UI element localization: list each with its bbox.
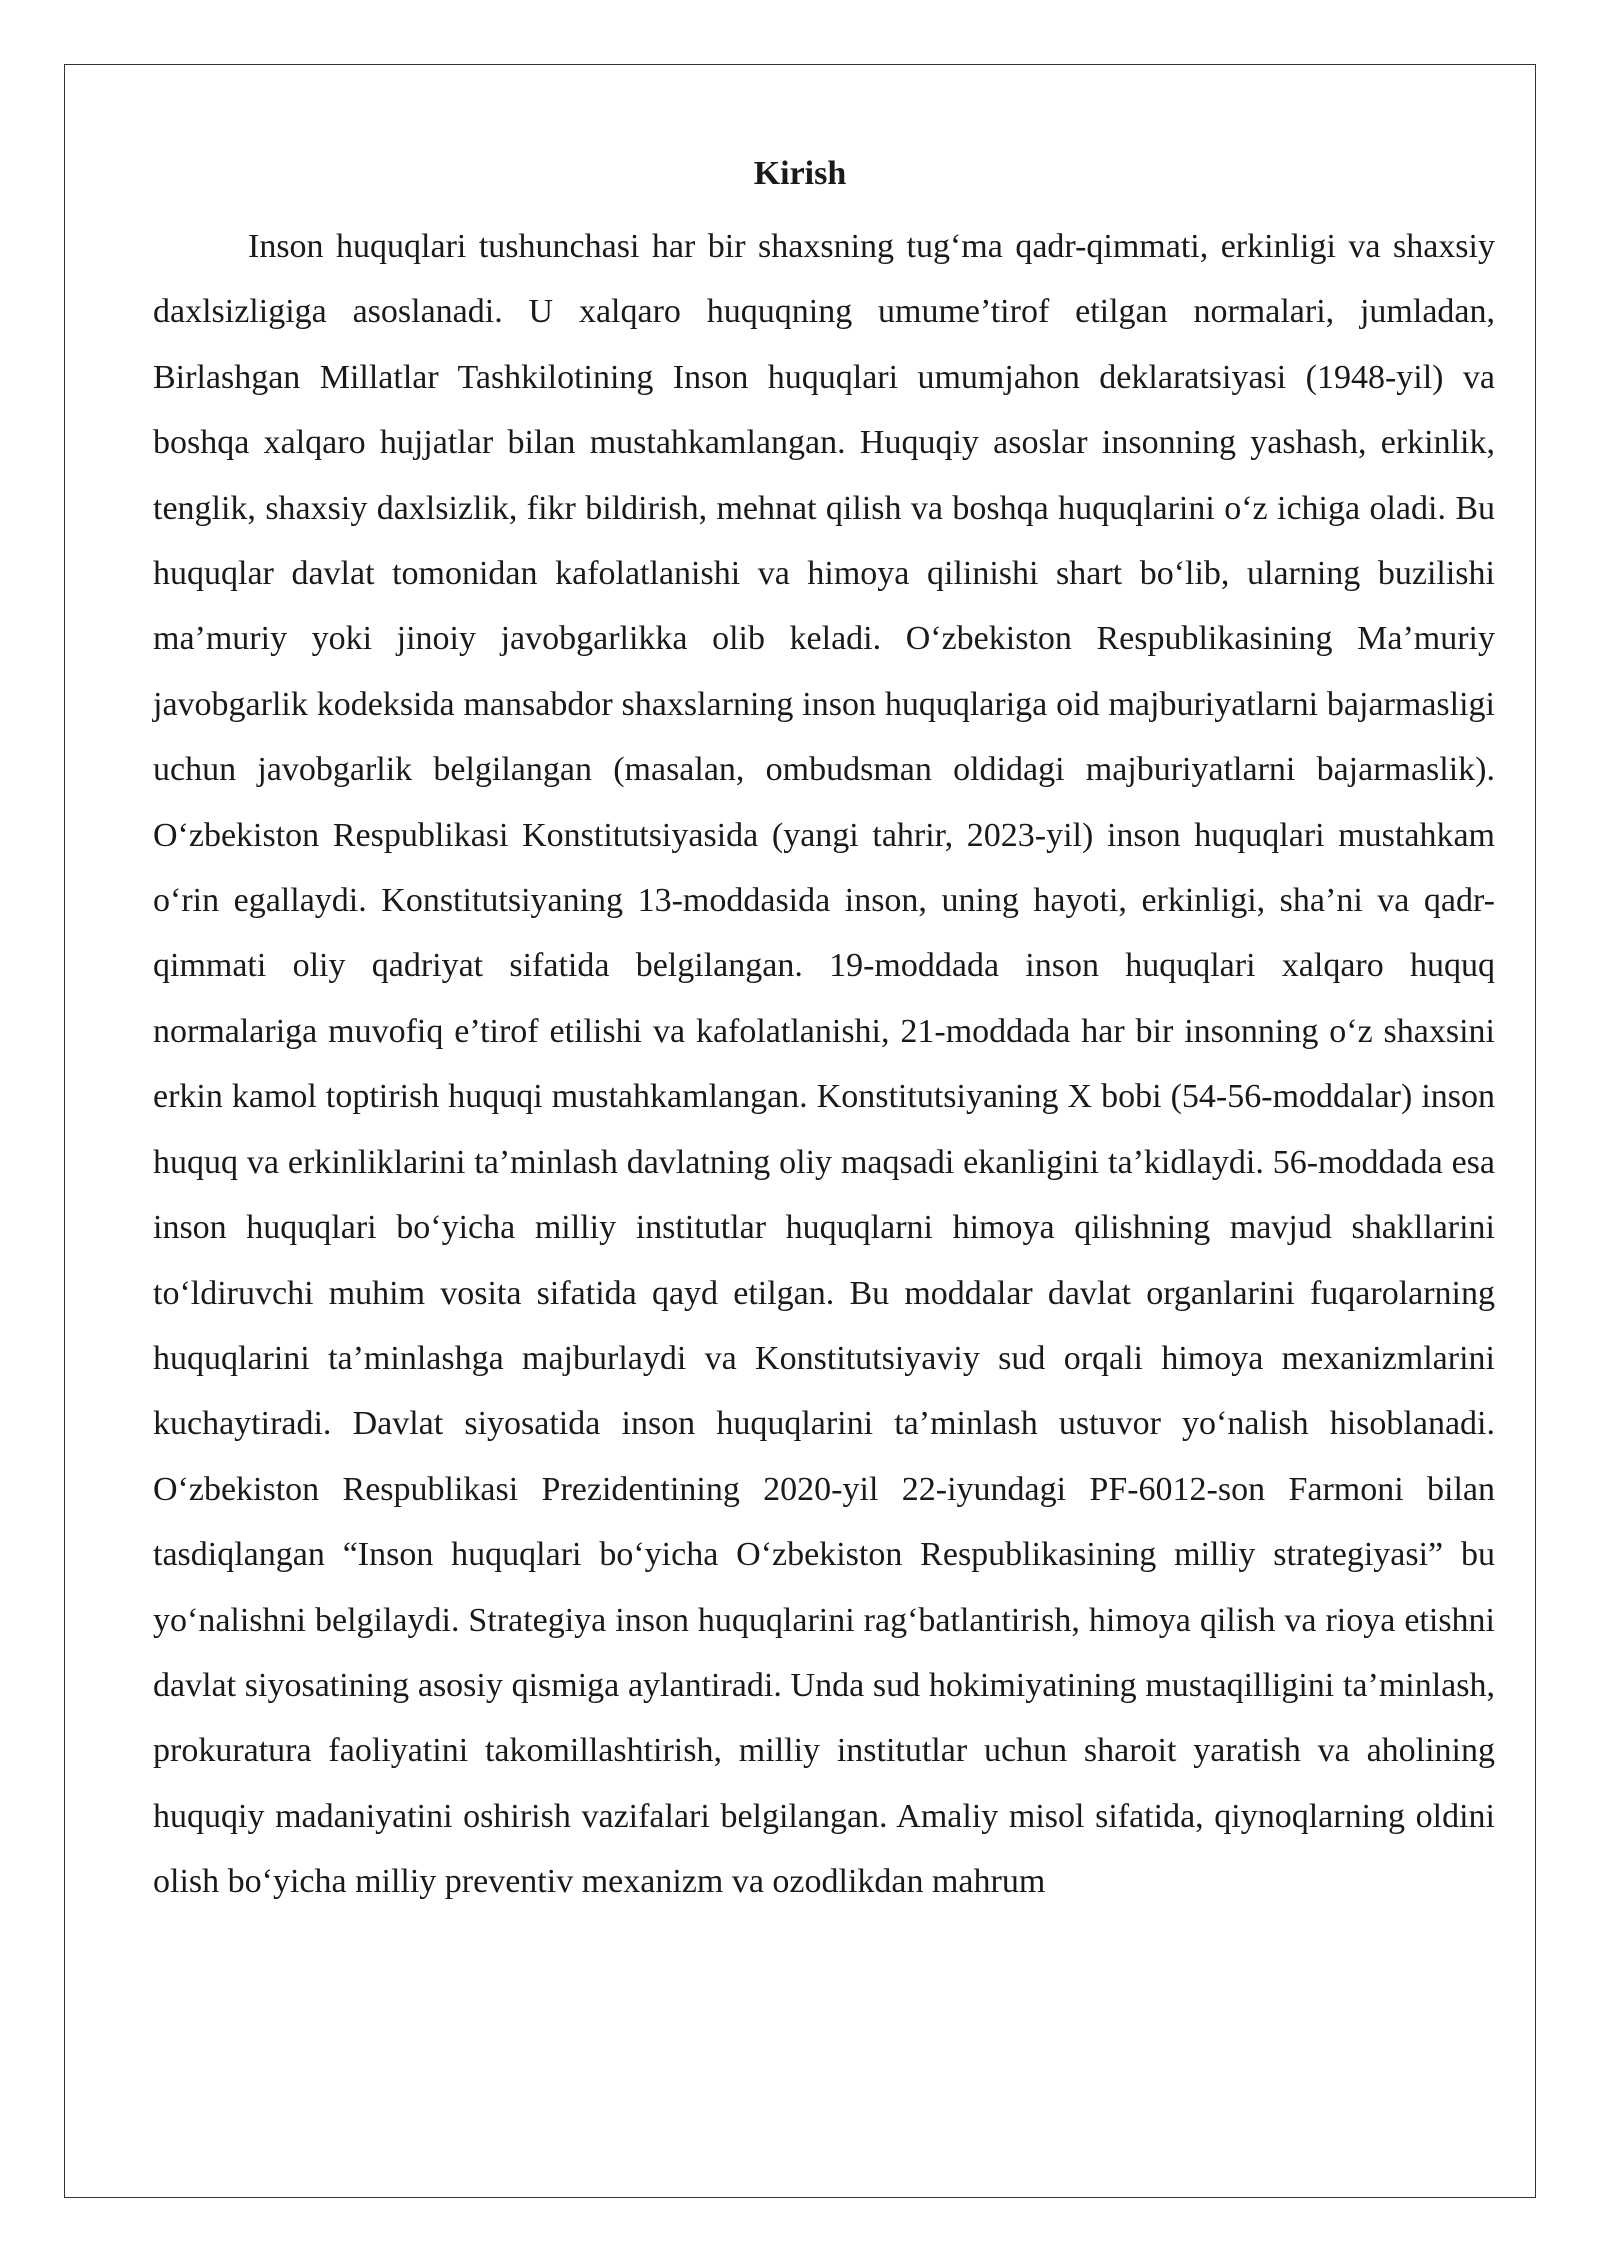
body-paragraph: Inson huquqlari tushunchasi har bir shaxsning tug‘ma qadr-qimmati, erkinligi va shaxsiy daxlsizligiga asoslanadi. U xalqaro huquqning umume’tirof etilgan normalari, jumladan, Birlashgan Millatlar Tashkilotining Inson huquqlari umumjahon deklaratsiyasi (1948-yil) va boshqa xalqaro hujjatlar bilan mustahkamlangan. Huquqiy asoslar insonning yashash, erkinlik, tenglik, shaxsiy daxlsizlik, fikr bildirish, mehnat qilish va boshqa huquqlarini o‘z ichiga oladi. Bu huquqlar davlat tomonidan kafolatlanishi va himoya qilinishi shart bo‘lib, ularning buzilishi ma’muriy yoki jinoiy javobgarlikka olib keladi. O‘zbekiston Respublikasining Ma’muriy javobgarlik kodeksida mansabdor shaxslarning inson huquqlariga oid majburiyatlarni bajarmasligi uchun javobgarlik belgilangan (masalan, ombudsman oldidagi majburiyatlarni bajarmaslik). O‘zbekiston Respublikasi Konstitutsiyasida (yangi tahrir, 2023-yil) inson huquqlari mustahkam o‘rin egallaydi. Konstitutsiyaning 13-moddasida inson, uning hayoti, erkinligi, sha’ni va qadr-qimmati oliy qadriyat sifatida belgilangan. 19-moddada inson huquqlari xalqaro huquq normalariga muvofiq e’tirof etilishi va kafolatlanishi, 21-moddada har bir insonning o‘z shaxsini erkin kamol toptirish huquqi mustahkamlangan. Konstitutsiyaning X bobi (54-56-moddalar) inson huquq va erkinliklarini ta’minlash davlatning oliy maqsadi ekanligini ta’kidlaydi. 56-moddada esa inson huquqlari bo‘yicha milliy institutlar huquqlarni himoya qilishning mavjud shakllarini to‘ldiruvchi muhim vosita sifatida qayd etilgan. Bu moddalar davlat organlarini fuqarolarning huquqlarini ta’minlashga majburlaydi va Konstitutsiyaviy sud orqali himoya mexanizmlarini kuchaytiradi. Davlat siyosatida inson huquqlarini ta’minlash ustuvor yo‘nalish hisoblanadi. O‘zbekiston Respublikasi Prezidentining 2020-yil 22-iyundagi PF-6012-son Farmoni bilan tasdiqlangan “Inson huquqlari bo‘yicha O‘zbekiston Respublikasining milliy strategiyasi” bu yo‘nalishni belgilaydi. Strategiya inson huquqlarini rag‘batlantirish, himoya qilish va rioya etishni davlat siyosatining asosiy qismiga aylantiradi. Unda sud hokimiyatining mustaqilligini ta’minlash, prokuratura faoliyatini takomillashtirish, milliy institutlar uchun sharoit yaratish va aholining huquqiy madaniyatini oshirish vazifalari belgilangan. Amaliy misol sifatida, qiynoqlarning oldini olish bo‘yicha milliy preventiv mexanizm va ozodlikdan mahrum (153, 228, 1495, 1901)
section-title: Kirish (753, 155, 847, 192)
